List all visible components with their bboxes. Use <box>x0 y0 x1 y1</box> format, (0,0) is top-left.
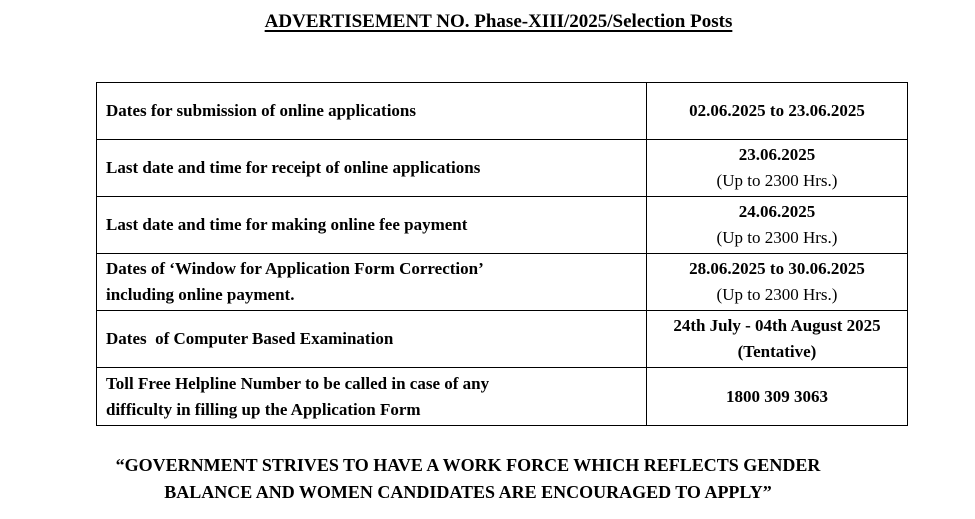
row-label <box>97 368 647 426</box>
statement-line-1: “GOVERNMENT STRIVES TO HAVE A WORK FORCE WHICH REFLECTS GENDER <box>115 455 821 475</box>
row-label-line: including online payment. <box>106 285 295 304</box>
row-label <box>97 140 647 197</box>
row-label-line: Toll Free Helpline Number to be called in case of any <box>106 373 490 393</box>
advertisement-title: ADVERTISEMENT NO. Phase-XIII/2025/Selection Posts <box>264 11 733 32</box>
schedule-table <box>96 82 908 426</box>
row-value-line: 02.06.2025 to 23.06.2025 <box>689 101 865 120</box>
row-value-subline: (Up to 2300 Hrs.) <box>716 285 838 304</box>
row-label-line: Dates of ‘Window for Application Form Correction’ <box>106 259 484 278</box>
statement-line-2: BALANCE AND WOMEN CANDIDATES ARE ENCOURAGED TO APPLY” <box>164 482 772 502</box>
table-row <box>97 254 908 311</box>
row-label <box>97 197 647 254</box>
row-value-subline: (Tentative) <box>737 342 817 361</box>
row-value-subline: (Up to 2300 Hrs.) <box>716 171 838 190</box>
row-value-line: 28.06.2025 to 30.06.2025 <box>689 259 865 278</box>
row-label-line: Dates for submission of online applications <box>106 101 416 120</box>
row-label-line: difficulty in filling up the Application Form <box>106 399 421 419</box>
row-label-line: Last date and time for receipt of online applications <box>106 158 481 177</box>
row-value <box>647 311 908 368</box>
gender-balance-statement <box>0 452 936 506</box>
row-value <box>647 140 908 197</box>
table-row <box>97 311 908 368</box>
table-row <box>97 140 908 197</box>
table-row <box>97 197 908 254</box>
row-value-subline: (Up to 2300 Hrs.) <box>716 228 838 247</box>
row-label-line: Last date and time for making online fee payment <box>106 215 468 234</box>
row-label <box>97 311 647 368</box>
table-row <box>97 368 908 426</box>
row-value-line: 24.06.2025 <box>738 202 816 221</box>
row-value-line: 23.06.2025 <box>738 145 816 164</box>
row-label-line: Dates of Computer Based Examination <box>106 329 394 348</box>
row-value <box>647 83 908 140</box>
row-label <box>97 254 647 311</box>
table-row <box>97 83 908 140</box>
row-value-line: 24th July - 04th August 2025 <box>673 316 881 335</box>
row-value <box>647 197 908 254</box>
row-label <box>97 83 647 140</box>
helpline-number <box>647 368 908 426</box>
row-value-line: 1800 309 3063 <box>726 386 828 406</box>
row-value <box>647 254 908 311</box>
